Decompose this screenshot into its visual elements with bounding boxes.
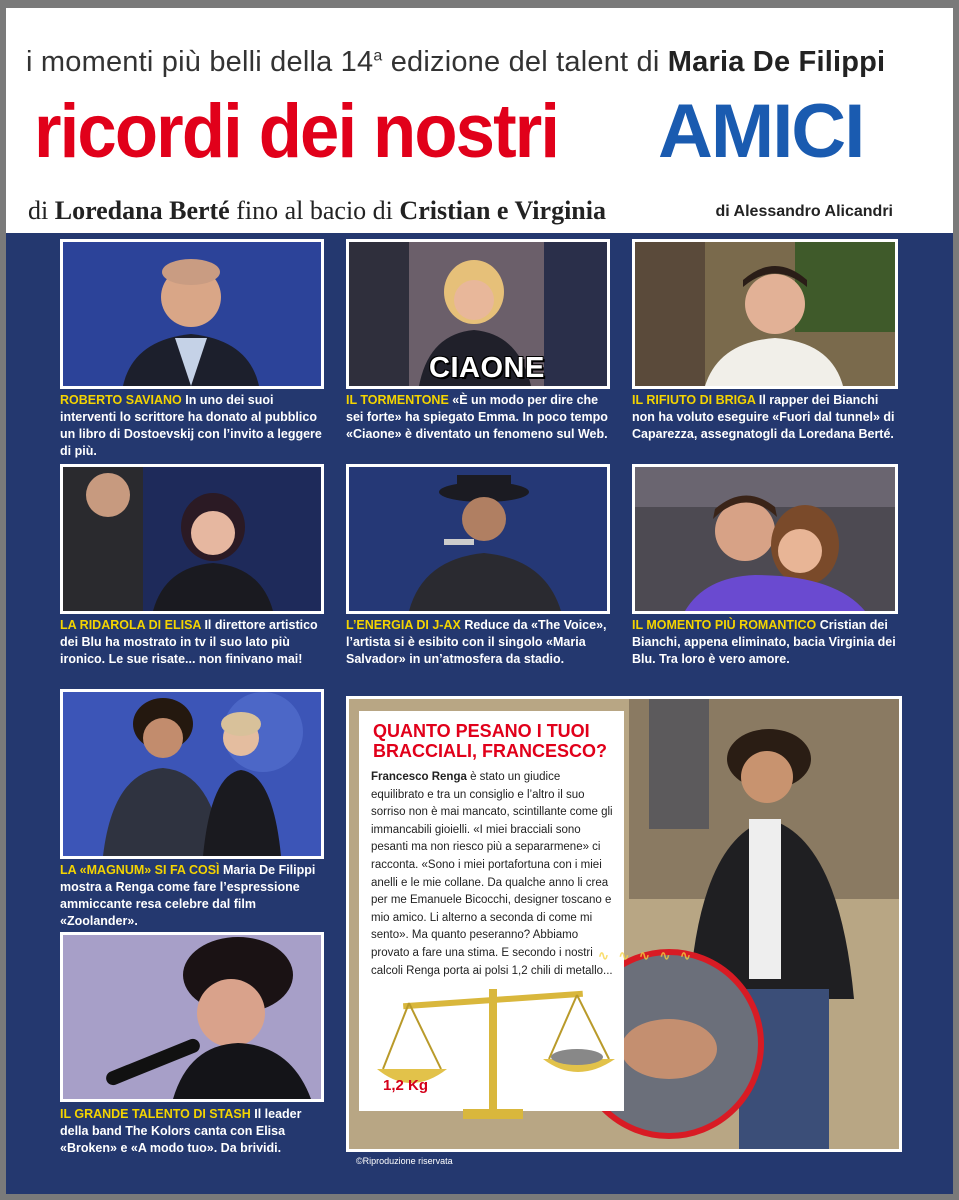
caption-stash: IL GRANDE TALENTO DI STASH Il leader della band The Kolors canta con Elisa «Broken» e «A modo tuo». Da brividi. bbox=[60, 1107, 302, 1155]
feature-textbox bbox=[359, 711, 624, 1111]
feature-title: QUANTO PESANO I TUOI BRACCIALI, FRANCESCO? bbox=[373, 721, 607, 761]
caption-briga: IL RIFIUTO DI BRIGA Il rapper dei Bianchi non ha voluto eseguire «Fuori dal tunnel» di Caparezza, assegnatogli da Loredana Berté. bbox=[632, 393, 895, 441]
photo-elisa bbox=[60, 464, 324, 614]
weight-label: 1,2 Kg bbox=[383, 1077, 429, 1094]
caption-emma: IL TORMENTONE «È un modo per dire che sei forte» ha spiegato Emma. In poco tempo «Ciaone» è diventato un fenomeno sul Web. bbox=[346, 393, 608, 441]
photo-jax bbox=[346, 464, 610, 614]
kicker: i momenti più belli della 14$^a$ edizione del talent di Maria De Filippi bbox=[26, 46, 886, 78]
copyright: ©Riproduzione riservata bbox=[356, 1156, 453, 1166]
caption-jax: L’ENERGIA DI J-AX Reduce da «The Voice», l’artista si è esibito con il singolo «Maria Salvador» in un’atmosfera da stadio. bbox=[346, 618, 607, 666]
scale-illustration bbox=[363, 979, 625, 1129]
photo-magnum bbox=[60, 689, 324, 859]
ciaone-overlay: CIAONE bbox=[429, 352, 545, 384]
watermark: ∿ ∿ ∿ ∿ ∿ bbox=[598, 948, 694, 963]
headline bbox=[34, 89, 934, 174]
photo-emma bbox=[346, 239, 610, 389]
headline-blue: AMICI bbox=[658, 89, 864, 174]
feature-body: Francesco Renga è stato un giudice equilibrato e tra un consiglio e l’altro il suo sorriso non è mai mancato, scintillante come gli immancabili gioielli. «I miei bracciali sono pesanti ma non riesco più a separarmene» ci racconta. «Sono i miei portafortuna con i miei anelli e le mie collane. Da qualche anno li crea per me Emanuele Bicocchi, designer toscano e mio amico. Li alterno a seconda di come mi sento». Ma quanto peseranno? Abbiamo provato a fare una stima. E secondo i nostri calcoli Renga porta ai polsi 1,2 chili di metallo... bbox=[371, 771, 613, 977]
subhead: di Loredana Berté fino al bacio di Cristian e Virginia bbox=[28, 196, 606, 225]
photo-saviano bbox=[60, 239, 324, 389]
byline: di Alessandro Alicandri bbox=[715, 203, 893, 220]
feature-renga bbox=[346, 696, 902, 1152]
photo-kiss bbox=[632, 464, 898, 614]
caption-magnum: LA «MAGNUM» SI FA COSÌ Maria De Filippi mostra a Renga come fare l’espressione ammiccante resa celebre dal film «Zoolander». bbox=[60, 863, 316, 928]
headline-red: ricordi dei nostri bbox=[34, 89, 559, 174]
caption-kiss: IL MOMENTO PIÙ ROMANTICO Cristian dei Bianchi, appena eliminato, bacia Virginia dei Blu. Tra loro è vero amore. bbox=[632, 618, 896, 666]
photo-stash bbox=[60, 932, 324, 1102]
photo-briga bbox=[632, 239, 898, 389]
caption-elisa: LA RIDAROLA DI ELISA Il direttore artistico dei Blu ha mostrato in tv il suo lato più ironico. Le sue risate... non finivano mai! bbox=[60, 618, 318, 666]
magazine-page bbox=[6, 8, 953, 1194]
caption-saviano: ROBERTO SAVIANO In uno dei suoi interventi lo scrittore ha donato al pubblico un libro di Dostoevskij con l’invito a leggere di più. bbox=[60, 393, 322, 458]
